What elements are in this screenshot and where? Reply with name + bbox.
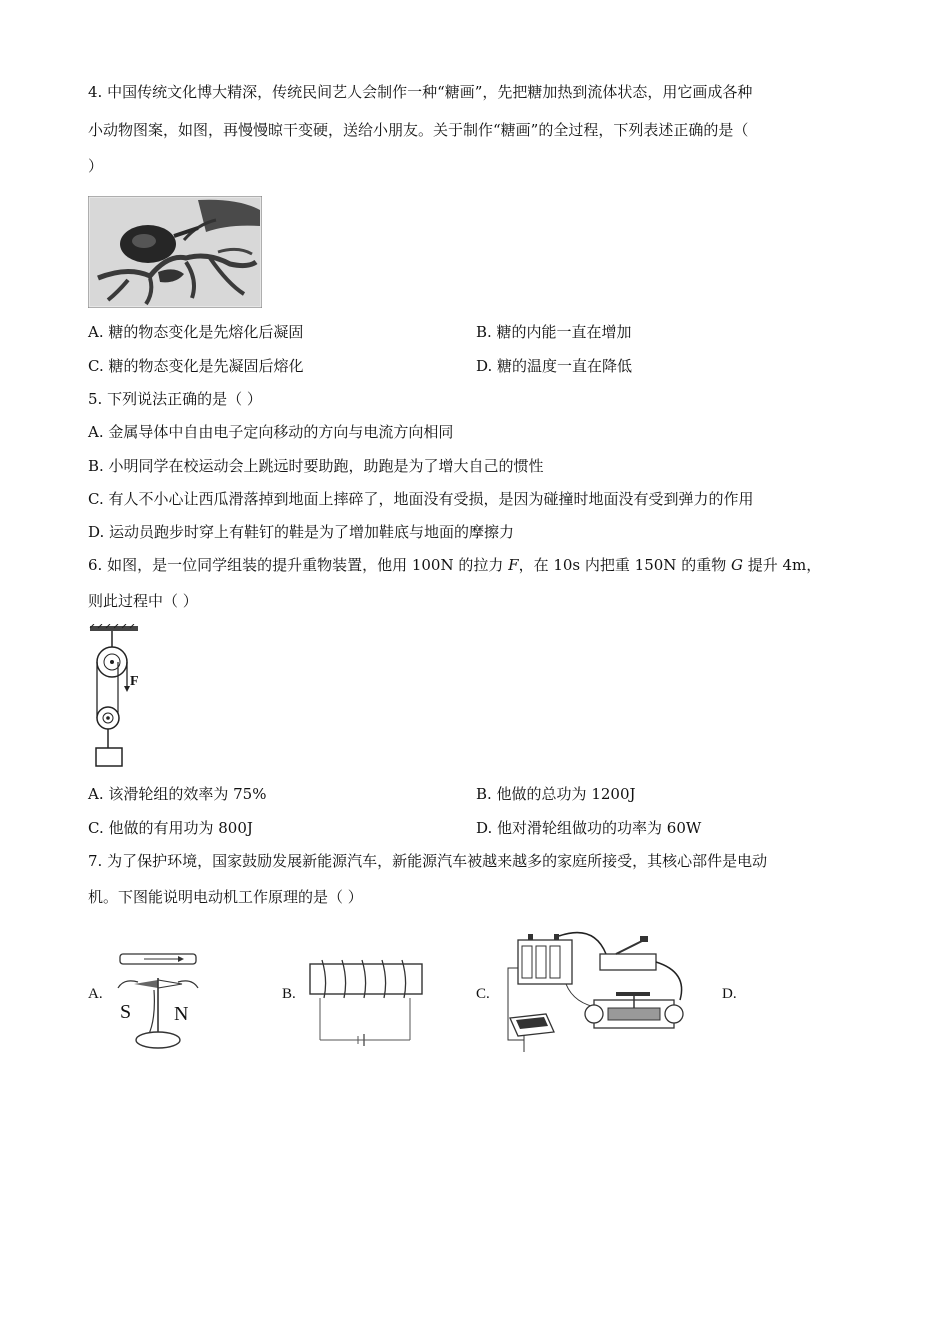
q5-option-b: B. 小明同学在校运动会上跳远时要助跑，助跑是为了增大自己的惯性: [88, 457, 544, 475]
q4-option-c: C. 糖的物态变化是先凝固后熔化: [88, 357, 304, 375]
q4-line-2: 小动物图案，如图，再慢慢晾干变硬，送给小朋友。关于制作“糖画”的全过程，下列表述正确的是（: [88, 121, 749, 139]
q7-label-a: A.: [88, 986, 103, 1002]
q7-label-b: B.: [282, 986, 296, 1002]
q4-option-b: B. 糖的内能一直在增加: [476, 323, 632, 341]
q4-option-d: D. 糖的温度一直在降低: [476, 357, 633, 375]
q6-line-2: 则此过程中（ ）: [88, 592, 198, 610]
force-label: F: [130, 674, 139, 689]
q6-option-b: B. 他做的总功为 1200J: [476, 785, 636, 803]
compass-needle-figure: [110, 950, 206, 1054]
weight-variable: G: [730, 556, 743, 574]
q5-line-1: 5. 下列说法正确的是（ ）: [88, 390, 262, 408]
q7-line-1: 7. 为了保护环境，国家鼓励发展新能源汽车，新能源汽车被越来越多的家庭所接受，其核心部件是电动: [88, 852, 768, 870]
q7-label-d: D.: [722, 986, 737, 1002]
force-variable: F: [508, 556, 519, 574]
q7-line-2: 机。下图能说明电动机工作原理的是（ ）: [88, 888, 363, 906]
q5-option-c: C. 有人不小心让西瓜滑落掉到地面上摔碎了，地面没有受损，是因为碰撞时地面没有受到弹力的作用: [88, 490, 754, 508]
q6-option-a: A. 该滑轮组的效率为 75%: [88, 785, 267, 803]
motor-circuit-figure: [504, 928, 698, 1056]
q6-line-1: 6. 如图，是一位同学组装的提升重物装置，他用 100N 的拉力 F，在 10s 内把重 150N 的重物 G 提升 4m，: [88, 556, 822, 574]
pulley-diagram: [88, 624, 158, 770]
q4-line-3: ）: [88, 157, 104, 175]
solenoid-circuit-figure: [302, 952, 428, 1050]
q5-option-d: D. 运动员跑步时穿上有鞋钉的鞋是为了增加鞋底与地面的摩擦力: [88, 523, 515, 541]
q7-label-c: C.: [476, 986, 490, 1002]
north-pole-label: N: [174, 1003, 189, 1025]
q6-option-d: D. 他对滑轮组做功的功率为 60W: [476, 819, 702, 837]
q4-option-a: A. 糖的物态变化是先熔化后凝固: [88, 323, 304, 341]
south-pole-label: S: [120, 1001, 132, 1023]
q4-line-1: 4. 中国传统文化博大精深，传统民间艺人会制作一种“糖画”，先把糖加热到流体状态，用它画成各种: [88, 83, 753, 101]
sugar-painting-photo: [88, 196, 262, 308]
q5-option-a: A. 金属导体中自由电子定向移动的方向与电流方向相同: [88, 423, 454, 441]
q6-option-c: C. 他做的有用功为 800J: [88, 819, 253, 837]
